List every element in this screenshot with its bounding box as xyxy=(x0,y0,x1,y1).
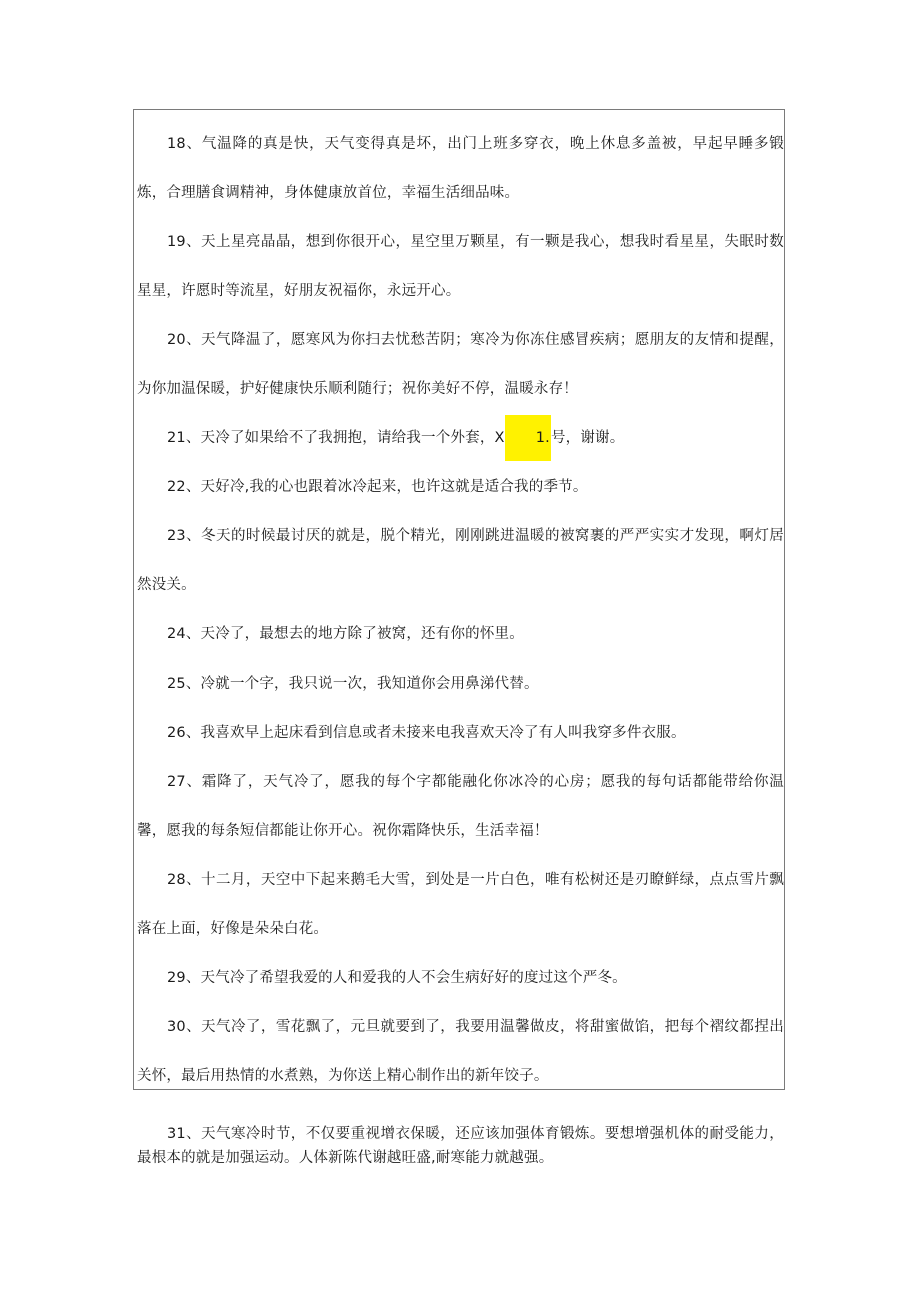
paragraph-23: 23、冬天的时候最讨厌的就是，脱个精光，刚刚跳进温暖的被窝裹的严严实实才发现，啊灯居然没关。 xyxy=(137,528,784,593)
paragraph-21 xyxy=(137,414,784,463)
paragraph-25: 25、冷就一个字，我只说一次，我知道你会用鼻涕代替。 xyxy=(167,676,539,692)
paragraph-26: 26、我喜欢早上起床看到信息或者未接来电我喜欢天冷了有人叫我穿多件衣服。 xyxy=(167,725,686,741)
highlighted-text: 1. xyxy=(505,415,551,461)
paragraph-28: 28、十二月，天空中下起来鹅毛大雪，到处是一片白色，唯有松树还是刃瞭鲜绿，点点雪片飘落在上面，好像是朵朵白花。 xyxy=(137,872,784,937)
paragraph-20: 20、天气降温了，愿寒风为你扫去忧愁苦阴；寒冷为你冻住感冒疾病；愿朋友的友情和提醒，为你加温保暖，护好健康快乐顺利随行；祝你美好不停，温暖永存！ xyxy=(137,332,784,397)
paragraph-24: 24、天冷了，最想去的地方除了被窝，还有你的怀里。 xyxy=(167,626,524,642)
paragraph-30: 30、天气冷了，雪花飘了，元旦就要到了，我要用温馨做皮，将甜蜜做馅，把每个褶纹都捏出关怀，最后用热情的水煮熟，为你送上精心制作出的新年饺子。 xyxy=(137,1019,784,1084)
paragraph-31: 31、天气寒冷时节，不仅要重视增衣保暖，还应该加强体育锻炼。要想增强机体的耐受能力，最根本的就是加强运动。人体新陈代谢越旺盛,耐寒能力就越强。 xyxy=(137,1126,784,1166)
paragraph-21-text-before: 21、天冷了如果给不了我拥抱，请给我一个外套，X xyxy=(167,430,505,446)
paragraph-21-text-after: 号，谢谢。 xyxy=(550,430,625,446)
paragraph-18: 18、气温降的真是快，天气变得真是坏，出门上班多穿衣，晚上休息多盖被，早起早睡多锻炼，合理膳食调精神，身体健康放首位，幸福生活细品味。 xyxy=(137,136,784,201)
paragraph-29: 29、天气冷了希望我爱的人和爱我的人不会生病好好的度过这个严冬。 xyxy=(167,970,627,986)
paragraph-27: 27、霜降了，天气冷了，愿我的每个字都能融化你冰冷的心房；愿我的每句话都能带给你温馨，愿我的每条短信都能让你开心。祝你霜降快乐，生活幸福！ xyxy=(137,774,784,839)
paragraph-22: 22、天好冷,我的心也跟着冰冷起来，也许这就是适合我的季节。 xyxy=(167,479,588,495)
paragraph-19: 19、天上星亮晶晶，想到你很开心，星空里万颗星，有一颗是我心，想我时看星星，失眠时数星星，许愿时等流星，好朋友祝福你，永远开心。 xyxy=(137,234,784,299)
